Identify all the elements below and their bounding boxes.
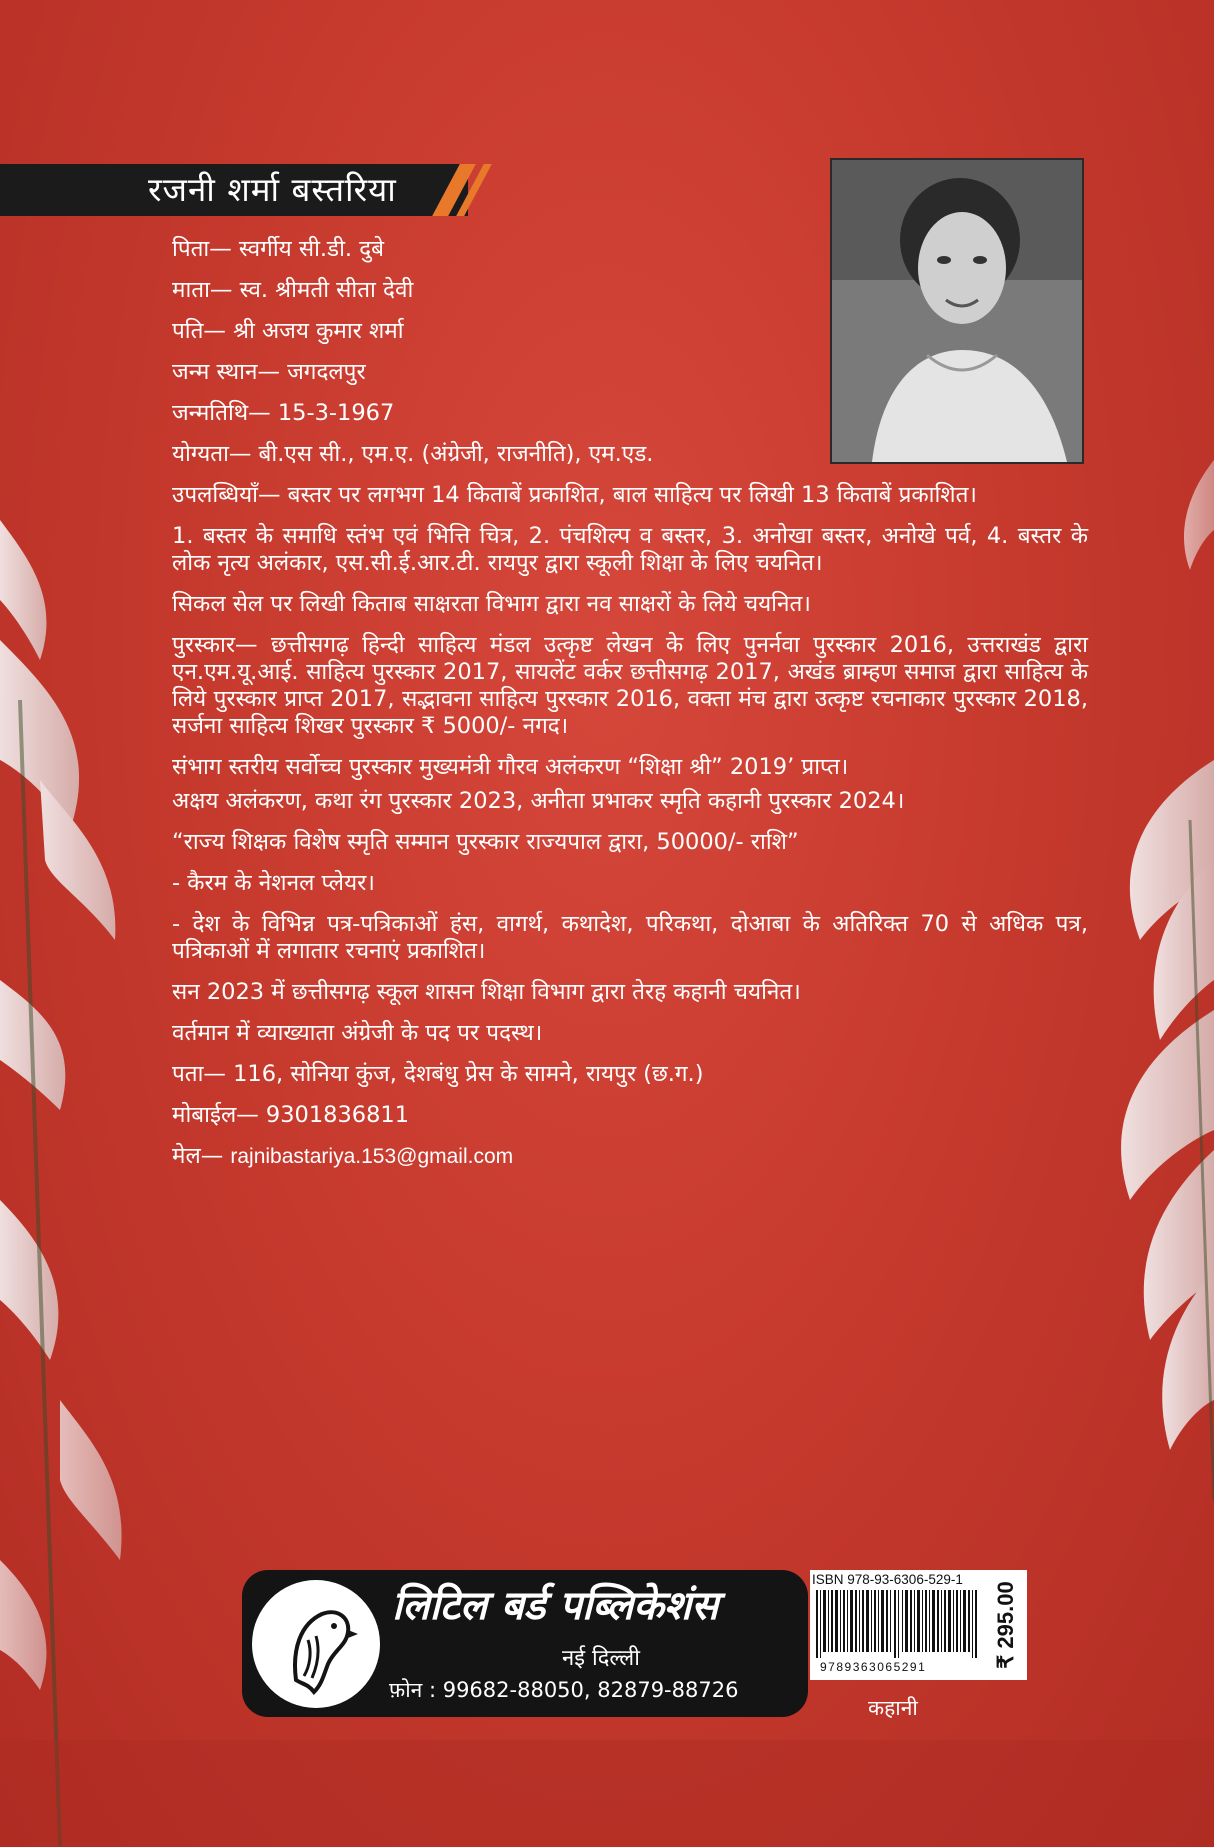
bio-husband: पति— श्री अजय कुमार शर्मा	[172, 318, 404, 344]
publisher-city: नई दिल्ली	[562, 1646, 640, 1671]
isbn-number: ISBN 978-93-6306-529-1	[812, 1572, 963, 1587]
bio-state-award: “राज्य शिक्षक विशेष स्मृति सम्मान पुरस्कार राज्यपाल द्वारा, 50000/- राशि”	[172, 829, 799, 855]
bird-icon	[252, 1580, 380, 1708]
bio-mobile: मोबाईल— 9301836811	[172, 1102, 410, 1128]
bio-awards: पुरस्कार— छत्तीसगढ़ हिन्दी साहित्य मंडल उत्कृष्ट लेखन के लिए पुनर्नवा पुरस्कार 2016, उत्तराखंड द्वारा एन.एम.यू.आई. साहित्य पुरस्कार 2017, सायलेंट वर्कर छत्तीसगढ़ 2017, अखंड ब्राम्हण समाज द्वारा साहित्य के लिये पुरस्कार प्राप्त 2017, सद्भावना साहित्य पुरस्कार 2016, वक्ता मंच द्वारा उत्कृष्ट रचनाकार पुरस्कार 2018, सर्जना साहित्य शिखर पुरस्कार ₹ 5000/- नगद।	[172, 632, 1088, 739]
bio-achievements: उपलब्धियाँ— बस्तर पर लगभग 14 किताबें प्रकाशित, बाल साहित्य पर लिखी 13 किताबें प्रकाशित।	[172, 482, 977, 508]
bio-current-post: वर्तमान में व्याख्याता अंग्रेजी के पद पर पदस्थ।	[172, 1020, 543, 1046]
bio-birthplace: जन्म स्थान— जगदलपुर	[172, 359, 366, 385]
bio-mother: माता— स्व. श्रीमती सीता देवी	[172, 277, 414, 303]
bio-email-label: मेल—	[172, 1143, 231, 1169]
barcode-number: 9789363065291	[820, 1660, 927, 1674]
author-name: रजनी शर्मा बस्तरिया	[148, 170, 397, 209]
right-feathers	[1121, 460, 1214, 1500]
bio-father: पिता— स्वर्गीय सी.डी. दुबे	[172, 236, 385, 262]
book-price: ₹ 295.00	[993, 1581, 1018, 1669]
bio-sickle-cell: सिकल सेल पर लिखी किताब साक्षरता विभाग द्वारा नव साक्षरों के लिये चयनित।	[172, 591, 811, 617]
bio-email-line	[172, 1143, 1088, 1170]
bio-birthdate: जन्मतिथि— 15-3-1967	[172, 400, 395, 426]
bio-email: rajnibastariya.153@gmail.com	[230, 1145, 514, 1168]
barcode-bars	[814, 1590, 984, 1658]
author-biography	[172, 236, 1088, 1184]
bio-school-stories: सन 2023 में छत्तीसगढ़ स्कूल शासन शिक्षा विभाग द्वारा तेरह कहानी चयनित।	[172, 979, 801, 1005]
bio-magazines: - देश के विभिन्न पत्र-पत्रिकाओं हंस, वागर्थ, कथादेश, परिकथा, दोआबा के अतिरिक्त 70 से अधिक पत्र, पत्रिकाओं में लगातार रचनाएं प्रकाशित।	[172, 911, 1088, 964]
publisher-phone: फ़ोन : 99682-88050, 82879-88726	[389, 1678, 739, 1702]
bio-divisional-award: संभाग स्तरीय सर्वोच्च पुरस्कार मुख्यमंत्री गौरव अलंकरण “शिक्षा श्री” 2019’ प्राप्त।	[172, 754, 849, 780]
publisher-block	[242, 1570, 808, 1717]
bio-address: पता— 116, सोनिया कुंज, देशबंधु प्रेस के सामने, रायपुर (छ.ग.)	[172, 1061, 704, 1087]
left-feathers	[0, 520, 122, 1847]
publisher-name: लिटिल बर्ड पब्लिकेशंस	[392, 1583, 719, 1629]
bio-carrom: - कैरम के नेशनल प्लेयर।	[172, 870, 375, 896]
bio-akshay-award: अक्षय अलंकरण, कथा रंग पुरस्कार 2023, अनीता प्रभाकर स्मृति कहानी पुरस्कार 2024।	[172, 788, 905, 814]
bio-qualification: योग्यता— बी.एस सी., एम.ए. (अंग्रेजी, राजनीति), एम.एड.	[172, 441, 654, 467]
book-genre: कहानी	[868, 1696, 918, 1720]
bio-books: 1. बस्तर के समाधि स्तंभ एवं भित्ति चित्र, 2. पंचशिल्प व बस्तर, 3. अनोखा बस्तर, अनोखे पर्व, 4. बस्तर के लोक नृत्य अलंकार, एस.सी.ई.आर.टी. रायपुर द्वारा स्कूली शिक्षा के लिए चयनित।	[172, 523, 1088, 576]
publisher-logo	[252, 1580, 380, 1708]
